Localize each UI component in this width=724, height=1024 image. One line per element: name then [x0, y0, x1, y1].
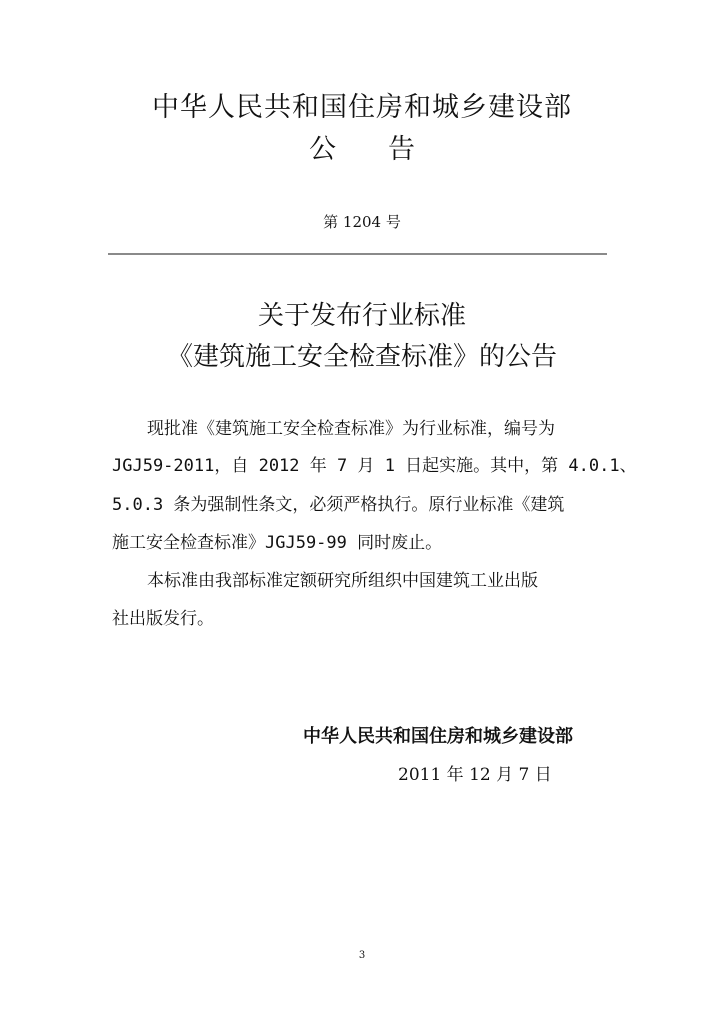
page-number: 3 [358, 950, 366, 961]
doc-type-char-1: 公 [309, 134, 336, 165]
body-line-5: 本标准由我部标准定额研究所组织中国建筑工业出版 [147, 571, 538, 591]
body-line-4: 施工安全检查标准》JGJ59-99 同时废止。 [112, 533, 443, 553]
document-type-heading [0, 130, 724, 170]
announcement-title-line-2: 《建筑施工安全检查标准》的公告 [166, 342, 557, 372]
body-line-3: 5.0.3 条为强制性条文，必须严格执行。原行业标准《建筑 [112, 495, 565, 515]
body-line-6: 社出版发行。 [112, 609, 214, 629]
document-number: 第 1204 号 [323, 213, 401, 231]
issuing-authority: 中华人民共和国住房和城乡建设部 [303, 726, 573, 747]
body-line-1: 现批准《建筑施工安全检查标准》为行业标准，编号为 [147, 419, 555, 439]
announcement-title-line-1: 关于发布行业标准 [257, 301, 466, 331]
body-line-2: JGJ59-2011，自 2012 年 7 月 1 日起实施。其中，第 4.0.1、 [112, 456, 637, 476]
ministry-title: 中华人民共和国住房和城乡建设部 [152, 92, 572, 123]
issue-date: 2011 年 12 月 7 日 [398, 765, 552, 785]
header-divider [108, 253, 607, 255]
doc-type-char-2: 告 [388, 134, 415, 165]
